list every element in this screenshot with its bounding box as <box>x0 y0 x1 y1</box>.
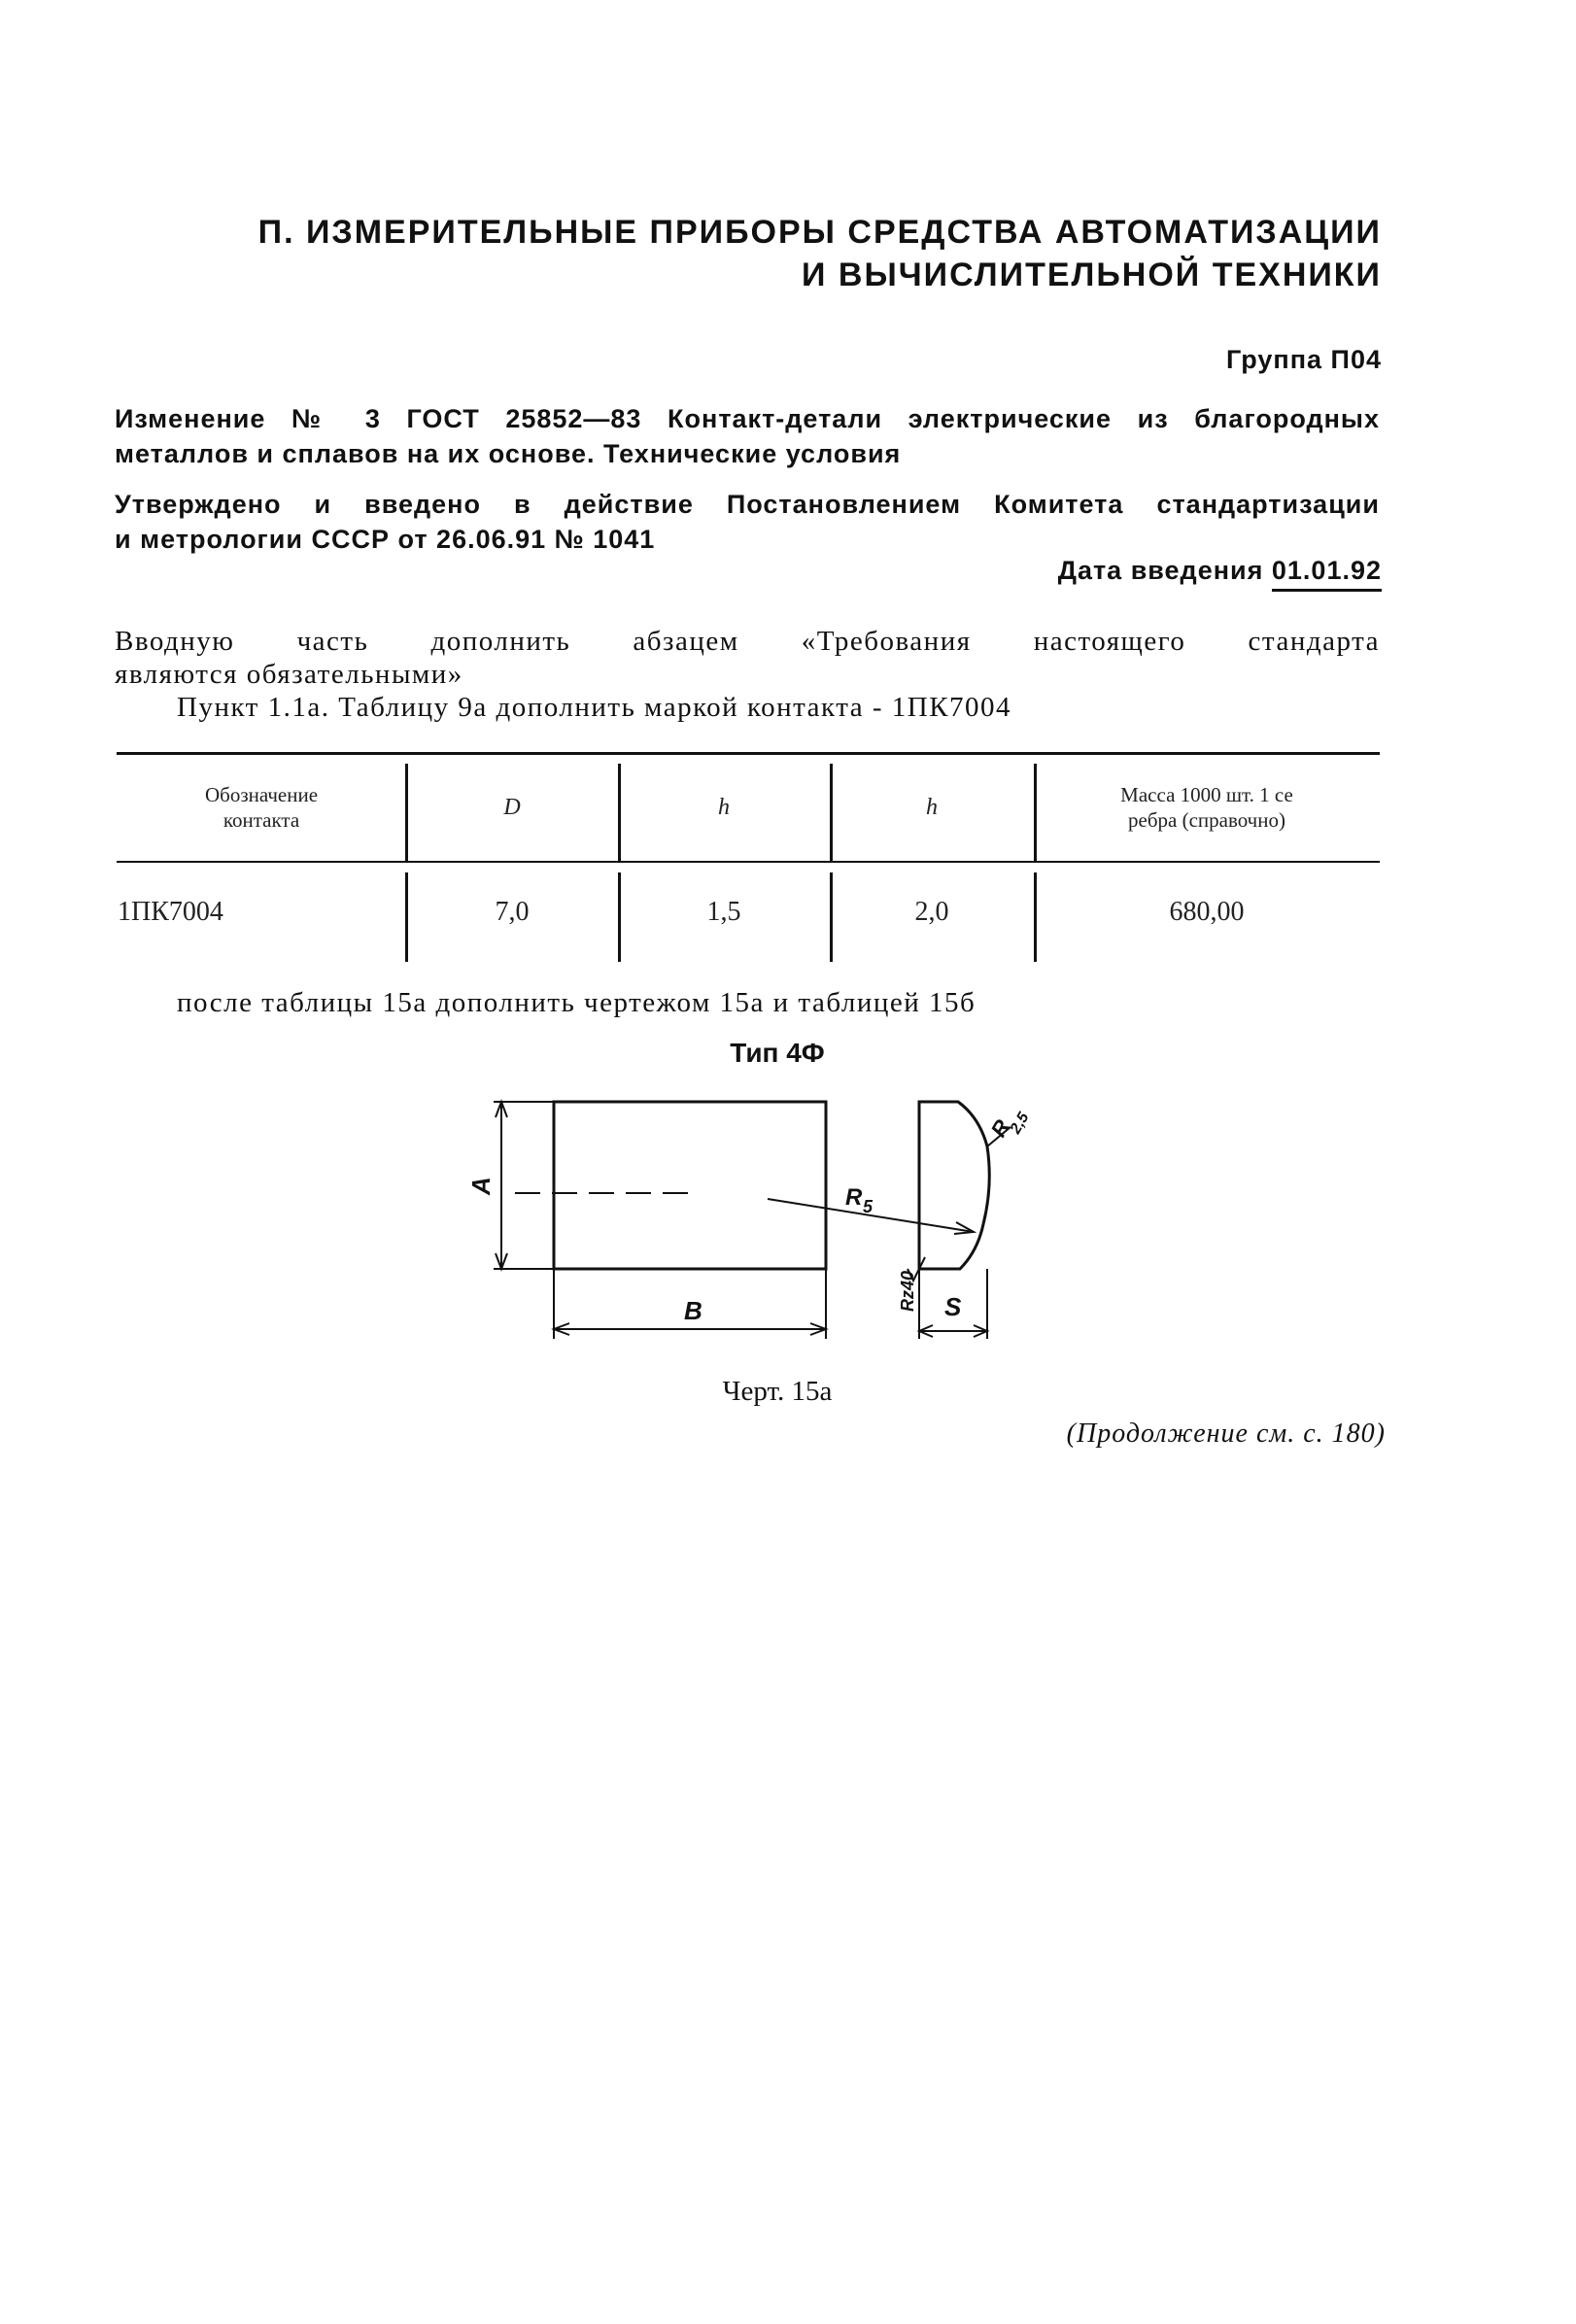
technical-drawing <box>447 1078 1049 1360</box>
header-d: D <box>503 795 521 820</box>
table-vline-5 <box>405 872 408 962</box>
cell-h2: 2,0 <box>914 897 949 927</box>
section-title-line1: П. ИЗМЕРИТЕЛЬНЫЕ ПРИБОРЫ СРЕДСТВА АВТОМАТИЗАЦИИ <box>257 214 1382 251</box>
cell-d: 7,0 <box>495 897 530 927</box>
intro-date <box>1058 556 1382 586</box>
amendment-line2: металлов и сплавов на их основе. Технические условия <box>115 439 902 468</box>
table-vline-4 <box>1034 764 1037 861</box>
header-mass: Масса 1000 шт. 1 се ребра (справочно) <box>1120 783 1293 832</box>
cell-mass: 680,00 <box>1169 897 1245 927</box>
dim-b-text: B <box>684 1296 702 1325</box>
intro-date-label: Дата введения <box>1057 556 1264 585</box>
approved-line2: и метрологии СССР от 26.06.91 № 1041 <box>115 525 656 554</box>
header-designation: Обозначение контакта <box>204 783 319 832</box>
dim-s-text: S <box>944 1292 962 1321</box>
dim-r-text: R <box>845 1184 863 1211</box>
dim-r-sub: 5 <box>863 1197 874 1216</box>
table-vline-8 <box>1034 872 1037 962</box>
table-vline-2 <box>618 764 621 861</box>
dim-a-text: A <box>466 1177 496 1195</box>
contact-body-outline <box>554 1102 826 1269</box>
table-vline-3 <box>830 764 833 861</box>
drawing-caption: Черт. 15а <box>722 1376 833 1407</box>
header-h1: h <box>718 795 730 820</box>
dim-rz-text: Rz40 <box>898 1270 917 1312</box>
paragraph-2: Пункт 1.1а. Таблицу 9а дополнить маркой контакта - 1ПК7004 <box>177 692 1012 723</box>
amendment-line1: Изменение № 3 ГОСТ 25852—83 Контакт-детали электрические из благородных <box>115 404 1380 433</box>
table-vline-1 <box>405 764 408 861</box>
dim-r25-text: R <box>985 1115 1015 1142</box>
cell-h1: 1,5 <box>706 897 741 927</box>
header-h2: h <box>926 795 938 820</box>
table-vline-6 <box>618 872 621 962</box>
approved-line1: Утверждено и введено в действие Постановлением Комитета стандартизации <box>115 490 1380 519</box>
dim-r-arrow <box>954 1222 974 1234</box>
section-title-line2: И ВЫЧИСЛИТЕЛЬНОЙ ТЕХНИКИ <box>802 256 1382 293</box>
intro-date-value: 01.01.92 <box>1272 556 1382 592</box>
contact-table <box>117 752 1380 962</box>
paragraph-3: после таблицы 15а дополнить чертежом 15а и таблицей 15б <box>177 987 976 1018</box>
side-profile-outline <box>919 1102 989 1269</box>
paragraph-1-line2: являются обязательными» <box>115 659 463 690</box>
table-vline-7 <box>830 872 833 962</box>
dim-r25-sub: 2,5 <box>1007 1110 1033 1137</box>
cell-designation: 1ПК7004 <box>118 897 223 927</box>
paragraph-1-line1: Вводную часть дополнить абзацем «Требования настоящего стандарта <box>115 626 1380 657</box>
type-label: Тип 4Ф <box>730 1038 825 1068</box>
table-header-row <box>117 752 1380 863</box>
group-label: Группа П04 <box>1225 345 1382 374</box>
table-row <box>117 863 1380 962</box>
continuation-note: (Продолжение см. с. 180) <box>1066 1418 1386 1449</box>
